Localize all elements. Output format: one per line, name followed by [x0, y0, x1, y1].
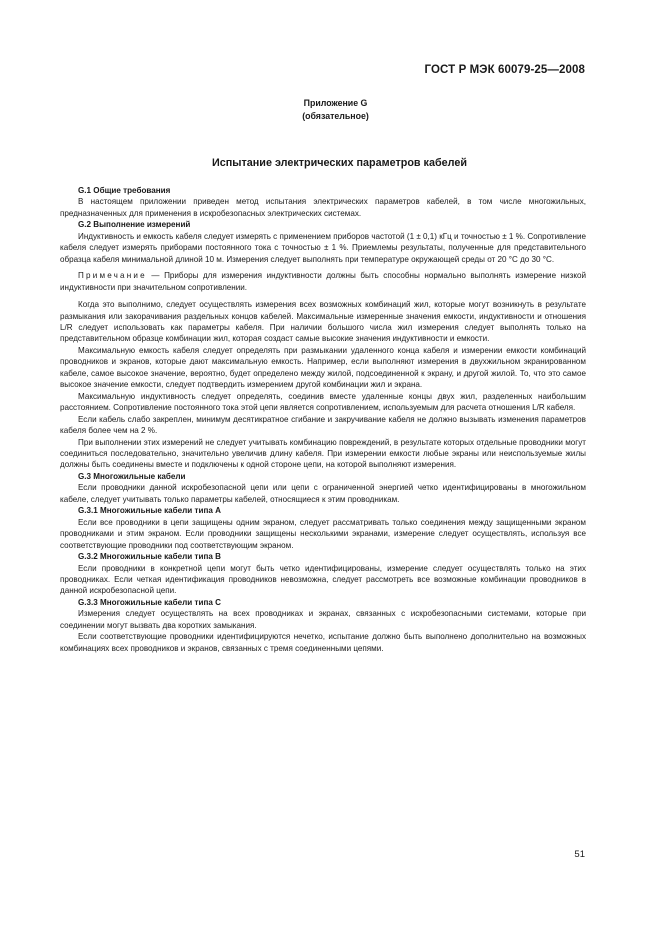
paragraph: Максимальную индуктивность следует определять, соединив вместе удаленные концы двух жил, разделенных наибольшим расстоянием. Сопротивление постоянного тока этой цепи является сопротивлением, используемым для расчета отношения L/R кабеля.: [60, 391, 586, 413]
note-label: Примечание: [78, 271, 147, 281]
paragraph: Если все проводники в цепи защищены одним экраном, следует рассматривать только соединения между защищенными экраном проводниками и этим экраном. Если проводники защищены несколькими экранами, измерение следует осуществлять, используя все соответствующие проводники под соответствующим экраном.: [60, 517, 586, 550]
heading-g2: G.2 Выполнение измерений: [78, 220, 191, 230]
section-title: Испытание электрических параметров кабелей: [211, 157, 467, 169]
paragraph: Максимальную емкость кабеля следует определять при размыкании удаленного конца кабеля и измерении емкости комбинаций проводников и экранов, которые дают максимальную емкость. Например, если выполняют измерения в двухжильном экранированном кабеле, самое высокое значение, вероятно, будет определено между жилой, подсоединенной к экрану, и другой жилой. То, что это самое высокое значение емкости, следует подтвердить измерением другой комбинации жил и экрана.: [60, 345, 586, 390]
document-code: ГОСТ Р МЭК 60079-25—2008: [424, 64, 585, 76]
note-text: — Приборы для измерения индуктивности должны быть способны нормально выполнять измерение низкой индуктивности при значительном сопротивлении.: [60, 271, 586, 292]
paragraph: Когда это выполнимо, следует осуществлять измерения всех возможных комбинаций жил, которые могут возникнуть в результате размыкания или закорачивания раздельных концов кабелей. Максимальные измеренные значения емкости, индуктивности и отношения L/R следует использовать как параметры кабеля. При наличии большого числа жил измерения следует выполнять только на представительном образце комбинации жил, которая создаст самые высокие значения индуктивности и емкости.: [60, 300, 586, 344]
appendix-subtitle: (обязательное): [302, 111, 369, 121]
heading-g1: G.1 Общие требования: [78, 186, 171, 195]
page-number: 51: [574, 849, 585, 860]
heading-g32: G.3.2 Многожильные кабели типа В: [78, 552, 221, 562]
note: [60, 270, 586, 293]
paragraph: Индуктивность и емкость кабеля следует измерять с применением приборов частотой (1 ± 0,1) кГц и точностью ± 1 %. Сопротивление кабеля следует измерять приборами постоянного тока с точностью ± 1 %. Приемлемы результаты, полученные для представительного образца кабеля минимальной длиной 10 м. Измерения следует выполнять при температуре окружающей среды от 20 °С до 30 °С.: [60, 231, 586, 264]
heading-g3: G.3 Многожильные кабели: [78, 471, 186, 481]
paragraph: В настоящем приложении приведен метод испытания электрических параметров кабелей, в том числе многожильных, предназначенных для применения в искробезопасных электрических системах.: [60, 197, 586, 218]
paragraph: Если соответствующие проводники идентифицируются нечетко, испытание должно быть выполнено дополнительно на возможных комбинациях всех проводников и экранов, связанных с тремя соединенными цепями.: [60, 632, 586, 653]
paragraph: При выполнении этих измерений не следует учитывать комбинацию повреждений, в результате которых отдельные проводники могут соединиться последовательно, значительно увеличив длину кабеля. При измерении емкости любые экраны или неиспользуемые жилы должны быть соединены вместе и подключены к одной стороне цепи, на которой выполняют измерения.: [60, 437, 586, 470]
appendix-heading: [0, 97, 661, 123]
paragraph: Если кабель слабо закреплен, минимум десятикратное сгибание и закручивание кабеля не должно вызывать изменения параметров кабеля более чем на 2 %.: [60, 414, 586, 436]
heading-g31: G.3.1 Многожильные кабели типа А: [78, 506, 221, 516]
appendix-title: Приложение G: [303, 98, 368, 108]
document-body: [60, 185, 586, 654]
paragraph: Если проводники данной искробезопасной цепи или цепи с ограниченной энергией четко идентифицированы в многожильном кабеле, следует учитывать только параметры кабелей, относящиеся к этим проводникам.: [60, 483, 586, 504]
heading-g33: G.3.3 Многожильные кабели типа С: [78, 597, 221, 607]
paragraph: Если проводники в конкретной цепи могут быть четко идентифицированы, измерение следует осуществлять только на этих проводниках. Если четкая идентификация проводников невозможна, следует рассмотреть все возможные комбинации проводников в данной искробезопасной цепи.: [60, 563, 586, 596]
paragraph: Измерения следует осуществлять на всех проводниках и экранах, связанных с искробезопасными системами, которые при соединении могут вызвать два коротких замыкания.: [60, 609, 586, 630]
